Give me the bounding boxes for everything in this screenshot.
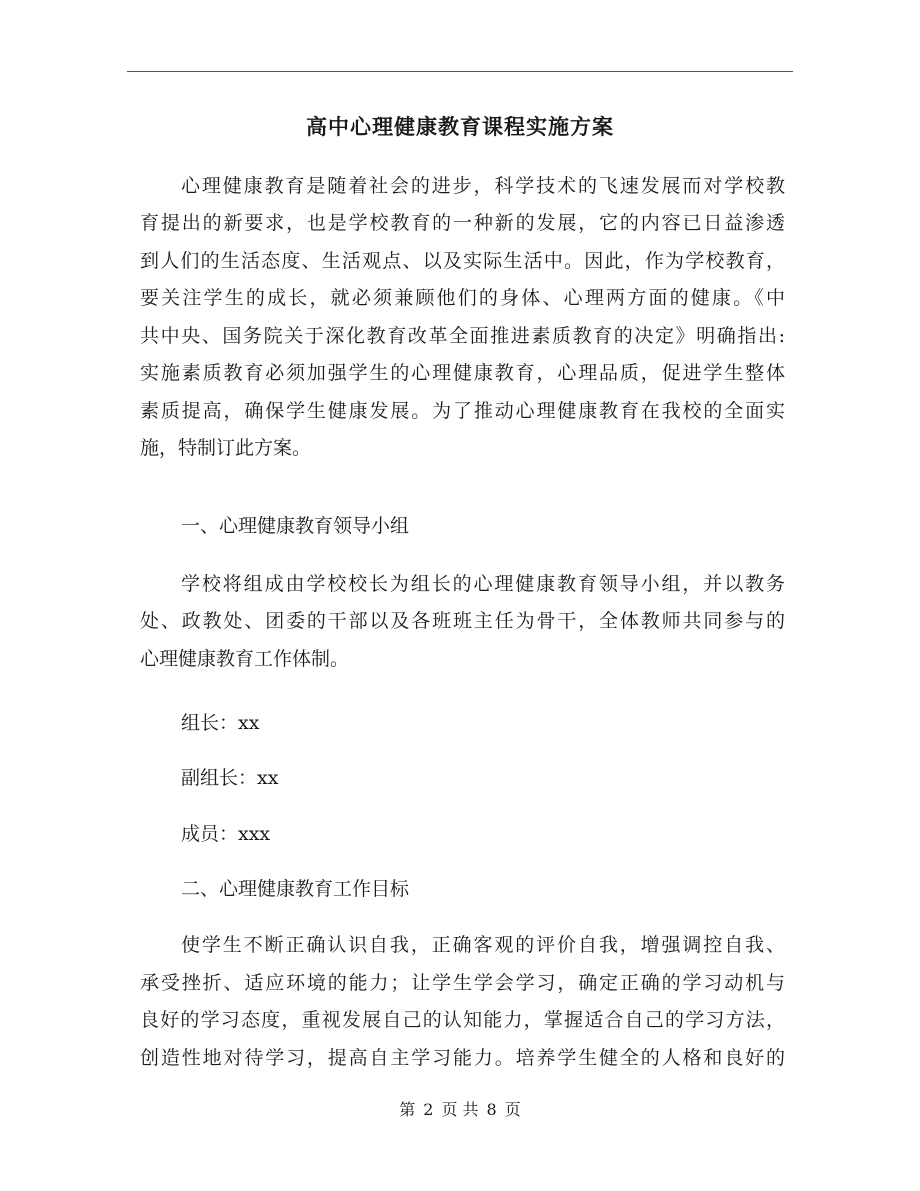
section-heading: 二、心理健康教育工作目标: [181, 878, 410, 900]
group-members: 成员：xxx: [181, 823, 271, 845]
paragraph-line: 到人们的生活态度、生活观点、以及实际生活中。因此，作为学校教育，: [140, 250, 785, 272]
paragraph-line: 学校将组成由学校校长为组长的心理健康教育领导小组，并以教务: [181, 573, 785, 595]
paragraph-line: 施，特制订此方案。: [140, 437, 312, 459]
header-rule: [127, 71, 793, 72]
paragraph-line: 使学生不断正确认识自我，正确客观的评价自我，增强调控自我、: [181, 934, 785, 956]
paragraph-line: 心理健康教育是随着社会的进步，科学技术的飞速发展而对学校教: [181, 175, 785, 197]
group-deputy-leader: 副组长：xx: [181, 767, 279, 789]
footer-prefix: 第: [399, 1100, 416, 1119]
paragraph-line: 心理健康教育工作体制。: [140, 648, 350, 670]
paragraph-line: 要关注学生的成长，就必须兼顾他们的身体、心理两方面的健康。《中: [140, 287, 785, 309]
paragraph-line: 处、政教处、团委的干部以及各班班主任为骨干，全体教师共同参与的: [140, 610, 785, 632]
paragraph-line: 育提出的新要求，也是学校教育的一种新的发展，它的内容已日益渗透: [140, 212, 785, 234]
page-number-footer: [0, 1097, 920, 1120]
footer-total-pages: 8: [486, 1100, 497, 1119]
document-title: 高中心理健康教育课程实施方案: [306, 114, 614, 139]
section-heading: 一、心理健康教育领导小组: [181, 515, 410, 537]
footer-current-page: 2: [423, 1100, 434, 1119]
paragraph-line: 创造性地对待学习，提高自主学习能力。培养学生健全的人格和良好的: [140, 1047, 785, 1069]
footer-suffix: 页: [504, 1100, 521, 1119]
paragraph-line: 素质提高，确保学生健康发展。为了推动心理健康教育在我校的全面实: [140, 400, 785, 422]
paragraph-line: 良好的学习态度，重视发展自己的认知能力，掌握适合自己的学习方法，: [140, 1009, 785, 1031]
paragraph-line: 承受挫折、适应环境的能力；让学生学会学习，确定正确的学习动机与: [140, 972, 785, 994]
group-leader: 组长：xx: [181, 712, 260, 734]
paragraph-line: 共中央、国务院关于深化教育改革全面推进素质教育的决定》明确指出:: [140, 325, 785, 347]
paragraph-line: 实施素质教育必须加强学生的心理健康教育，心理品质，促进学生整体: [140, 362, 785, 384]
footer-middle: 页 共: [441, 1100, 479, 1119]
